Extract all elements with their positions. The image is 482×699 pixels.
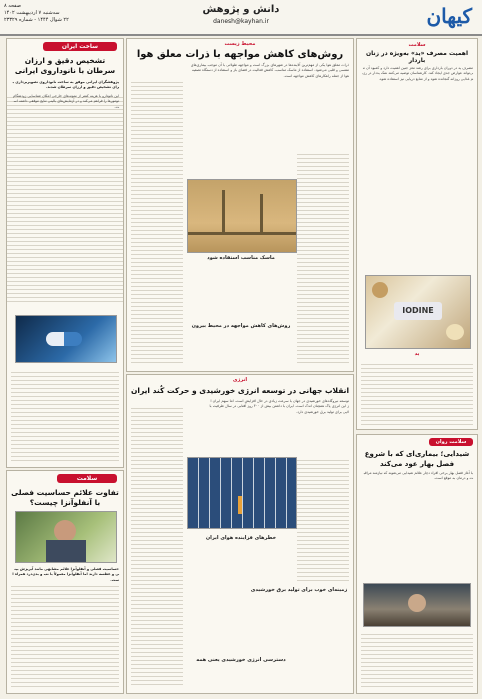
sneezing-man-photo <box>15 511 117 563</box>
sad-person-photo <box>363 583 471 627</box>
center-bottom-body: توسعه نیروگاه‌های خورشیدی در جهان با سرعت زیادی در حال افزایش است، اما سهم ایران از این انرژی پاک همچنان اندک است. ایران با داشتن بیش از ۳۰۰ روز آفتابی در سال ظرفیت بالایی برای تولید برق خورشیدی دارد. <box>209 399 349 414</box>
date-line-2: ۲۲ شوال ۱۴۴۴ - شماره ۲۳۳۲۹ <box>4 17 69 23</box>
page-header <box>0 0 482 36</box>
page-info <box>4 3 69 24</box>
left-bottom-body: حساسیت فصلی و آنفلوآنزا علائم مشابهی مانند آبریزش بینی و عطسه دارند اما آنفلوآنزا معمولاً با تب و بدن‌درد همراه است. <box>12 567 119 582</box>
center-bottom-subheading-1: خطرهای فزاینده هوای ایران <box>205 535 277 541</box>
left-bottom-body-cont <box>11 583 119 687</box>
center-top-text-left <box>131 79 183 365</box>
capsule-icon <box>46 332 82 346</box>
right-bottom-body-cont <box>361 631 473 687</box>
right-article-body-cont <box>361 361 473 425</box>
center-top-subheading-1: ماسک مناسب استفاده شود <box>207 255 275 261</box>
center-top-subheading-2: روش‌های کاهش مواجهه در محیط بیرون <box>191 323 291 329</box>
food-bowl-icon <box>372 282 388 298</box>
left-bottom-title: تفاوت علائم حساسیت فصلی با آنفلوآنزا چیست؟ <box>11 488 119 507</box>
center-bottom-subheading-2: زمینه‌ای خوب برای تولید برق خورشیدی <box>250 587 348 593</box>
right-kicker: سلامت <box>408 42 426 48</box>
center-bottom-text-right <box>297 457 349 583</box>
page-number: صفحه ۸ <box>4 3 21 9</box>
iodine-photo <box>365 275 471 349</box>
left-top-article <box>6 38 124 468</box>
capsule-photo <box>15 315 117 363</box>
center-bottom-article <box>126 374 354 694</box>
right-bottom-kicker: سلامت روان <box>429 438 473 446</box>
left-top-badge: ساخت ایران <box>43 42 117 51</box>
left-top-body-cont <box>11 369 119 463</box>
right-article-body: مصرف ید در دوران بارداری برای رشد مغز جنین اهمیت دارد و کمبود آن می‌تواند عوارض جدی ایجاد کند. کارشناسان توصیه می‌کنند نمک یددار در رژیم غذایی روزانه گنجانده شود و از منابع دریایی نیز استفاده شود. <box>362 66 473 81</box>
iodine-label: IODINE <box>394 302 442 320</box>
bridge-tower-icon <box>260 194 263 234</box>
salt-bowl-icon <box>446 324 464 340</box>
center-bottom-subheading-3: دسترسی انرژی خورشیدی یعنی همه <box>196 657 286 663</box>
left-top-body: این نانودارو با هزینه کمتر از نمونه‌های خارجی امکان شناسایی زودهنگام تومورها را فراهم می‌کند و در آزمایش‌های بالینی نتایج موفقی داشته است. <box>7 94 123 304</box>
center-bottom-kicker: انرژی <box>232 377 248 383</box>
person-body-icon <box>46 540 86 562</box>
center-bottom-text-left <box>131 405 183 687</box>
right-bottom-title: شیدایی؛ بیماری‌ای که با شروع فصل بهار عود می‌کند <box>364 450 470 468</box>
right-column-article <box>356 38 478 430</box>
section-email[interactable]: danesh@kayhan.ir <box>213 18 269 25</box>
center-top-body: ذرات معلق هوا یکی از مهم‌ترین آلاینده‌ها در شهرهای بزرگ است و مواجهه طولانی با آن موجب بیماری‌های تنفسی و قلبی می‌شود. استفاده از ماسک مناسب، کاهش فعالیت در فضای باز و استفاده از دستگاه تصفیه هوا از جمله راهکارهای کاهش مواجهه است. <box>190 63 349 78</box>
left-top-title: تشخیص دقیق و ارزان سرطان با نانوداروی ایرانی <box>14 56 116 75</box>
solar-panels-photo <box>187 457 297 529</box>
newspaper-logo: کیهان <box>426 4 472 28</box>
date-line-1: سه‌شنبه ۷ اردیبهشت ۱۴۰۲ <box>4 10 60 16</box>
right-bottom-article <box>356 434 478 694</box>
center-top-kicker: محیط زیست <box>224 41 256 47</box>
bridge-tower-icon <box>222 190 225 234</box>
person-icon <box>408 594 426 612</box>
iodine-photo-caption: ید <box>414 351 420 357</box>
center-top-article <box>126 38 354 372</box>
center-top-text-right <box>297 151 349 365</box>
center-top-title: روش‌های کاهش مواجهه با ذرات معلق هوا <box>136 49 344 60</box>
worker-icon <box>238 496 242 514</box>
left-bottom-badge: سلامت <box>57 474 117 483</box>
center-bottom-title: انقلاب جهانی در توسعه انرژی خورشیدی و حرکت کُند ایران <box>130 386 350 395</box>
left-bottom-article <box>6 470 124 694</box>
bridge-deck <box>188 232 296 235</box>
person-head-icon <box>54 520 76 542</box>
section-title: دانش و پژوهش <box>202 4 280 15</box>
right-bottom-body: با آغاز فصل بهار برخی افراد دچار علائم شیدایی می‌شوند که نیازمند مراقبت و درمان به موقع است. <box>363 471 473 481</box>
left-top-lead: پژوهشگران ایرانی موفق به ساخت نانوداروی تصویربرداری برای تشخیص دقیق و ارزان سرطان شدند. <box>12 80 119 90</box>
right-article-title: اهمیت مصرف «ید» به‌ویژه در زنان باردار <box>365 50 469 64</box>
dust-bridge-photo <box>187 179 297 253</box>
